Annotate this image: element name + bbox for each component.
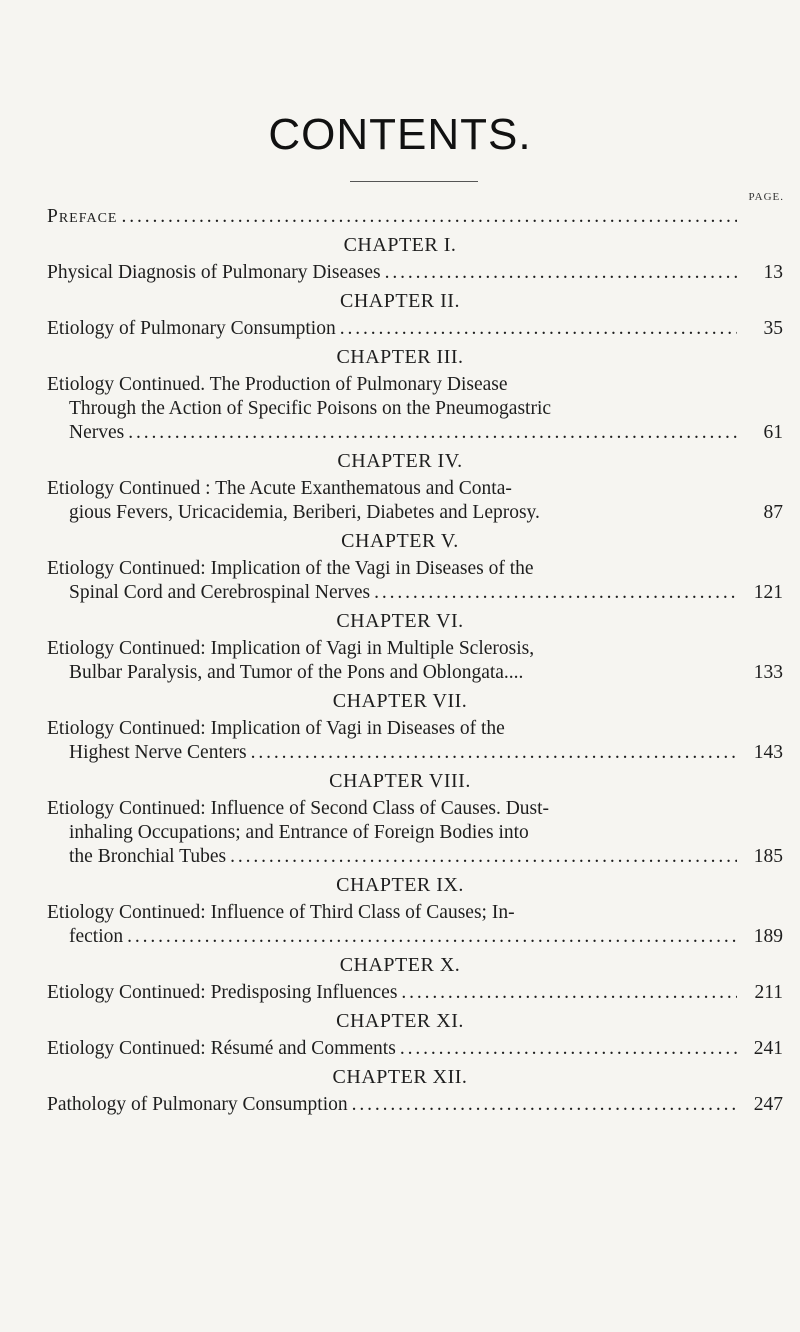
entry-title: Pathology of Pulmonary Consumption — [47, 1094, 348, 1115]
entry-title-line: Etiology Continued: Implication of Vagi in Diseases of the — [47, 718, 505, 739]
dot-leader — [340, 317, 737, 341]
chapter-heading: CHAPTER VI. — [336, 610, 464, 632]
entry-title-line: inhaling Occupations; and Entrance of Foreign Bodies into — [69, 822, 529, 843]
toc-chapter-block — [47, 685, 783, 765]
entry-title-line: Bulbar Paralysis, and Tumor of the Pons and Oblongata.... — [69, 662, 524, 683]
dot-leader — [401, 981, 737, 1005]
dot-leader — [374, 581, 737, 605]
page-title: CONTENTS. — [268, 110, 532, 159]
title-rule — [350, 181, 478, 182]
dot-leader — [127, 925, 737, 949]
entry-title-line: Etiology Continued: Implication of Vagi in Multiple Sclerosis, — [47, 638, 535, 659]
toc-chapter-block — [47, 605, 783, 685]
toc-entry[interactable] — [47, 557, 783, 605]
page-number: 241 — [753, 1038, 783, 1059]
dot-leader — [128, 421, 737, 445]
dot-leader — [230, 845, 737, 869]
toc-entry-preface[interactable] — [47, 205, 783, 229]
page-number: 35 — [763, 318, 783, 339]
chapter-heading: CHAPTER IX. — [336, 874, 464, 896]
toc-chapter-block — [47, 869, 783, 949]
entry-title-line: gious Fevers, Uricacidemia, Beriberi, Diabetes and Leprosy. — [69, 502, 540, 523]
toc-entry[interactable] — [47, 717, 783, 765]
toc-entry[interactable] — [47, 981, 783, 1005]
entry-title-line: Nerves — [69, 422, 125, 443]
toc-chapter-block — [47, 285, 783, 341]
chapter-list — [47, 229, 783, 1117]
preface-label: Preface — [47, 206, 118, 227]
chapter-heading: CHAPTER XI. — [336, 1010, 464, 1032]
toc-chapter-block — [47, 1005, 783, 1061]
chapter-heading: CHAPTER V. — [341, 530, 459, 552]
entry-title-line: Etiology Continued: Influence of Third Class of Causes; In- — [47, 902, 515, 923]
entry-title: Etiology Continued: Predisposing Influences — [47, 982, 398, 1003]
chapter-heading: CHAPTER X. — [339, 954, 461, 976]
toc-chapter-block — [47, 445, 783, 525]
page-number: 247 — [753, 1094, 783, 1115]
toc-entry[interactable] — [47, 797, 783, 869]
page-number: 211 — [754, 982, 783, 1003]
dot-leader — [385, 261, 737, 285]
chapter-heading: CHAPTER VIII. — [329, 770, 471, 792]
chapter-heading: CHAPTER VII. — [332, 690, 468, 712]
toc-entry[interactable] — [47, 317, 783, 341]
toc-chapter-block — [47, 341, 783, 445]
page-number: 121 — [753, 582, 783, 603]
page-number: 189 — [753, 926, 783, 947]
entry-title-line: Highest Nerve Centers — [69, 742, 247, 763]
entry-title-line: Spinal Cord and Cerebrospinal Nerves — [69, 582, 371, 603]
page-number: 185 — [753, 846, 783, 867]
entry-title: Physical Diagnosis of Pulmonary Diseases — [47, 262, 381, 283]
dot-leader — [352, 1093, 737, 1117]
entry-title-line: fection — [69, 926, 124, 947]
entry-title-line: Etiology Continued. The Production of Pulmonary Disease — [47, 374, 508, 395]
entry-title-line: Through the Action of Specific Poisons on the Pneumogastric — [69, 398, 552, 419]
toc-entry[interactable] — [47, 901, 783, 949]
toc-entry[interactable] — [47, 1093, 783, 1117]
table-of-contents — [47, 205, 783, 1117]
toc-entry[interactable] — [47, 637, 783, 685]
entry-title-line: Etiology Continued: Implication of the Vagi in Diseases of the — [47, 558, 534, 579]
entry-title-line: Etiology Continued : The Acute Exanthematous and Conta- — [47, 478, 512, 499]
entry-title: Etiology Continued: Résumé and Comments — [47, 1038, 396, 1059]
entry-title-line: Etiology Continued: Influence of Second Class of Causes. Dust- — [47, 798, 550, 819]
toc-entry[interactable] — [47, 373, 783, 445]
dot-leader — [400, 1037, 737, 1061]
page-number: 87 — [763, 502, 783, 523]
page-number: 13 — [763, 262, 783, 283]
page-number: 133 — [753, 662, 783, 683]
page-number: 143 — [753, 742, 783, 763]
page-number: 61 — [763, 422, 783, 443]
toc-chapter-block — [47, 1061, 783, 1117]
page-column-header: PAGE. — [748, 191, 784, 203]
toc-chapter-block — [47, 949, 783, 1005]
chapter-heading: CHAPTER I. — [343, 234, 457, 256]
dot-leader — [121, 205, 737, 229]
chapter-heading: CHAPTER IV. — [337, 450, 463, 472]
toc-entry[interactable] — [47, 261, 783, 285]
toc-entry[interactable] — [47, 1037, 783, 1061]
toc-entry[interactable] — [47, 477, 783, 525]
toc-chapter-block — [47, 765, 783, 869]
entry-title-line: the Bronchial Tubes — [69, 846, 227, 867]
chapter-heading: CHAPTER III. — [336, 346, 464, 368]
chapter-heading: CHAPTER XII. — [332, 1066, 468, 1088]
toc-chapter-block — [47, 525, 783, 605]
entry-title: Etiology of Pulmonary Consumption — [47, 318, 336, 339]
toc-chapter-block — [47, 229, 783, 285]
dot-leader — [251, 741, 737, 765]
chapter-heading: CHAPTER II. — [340, 290, 460, 312]
